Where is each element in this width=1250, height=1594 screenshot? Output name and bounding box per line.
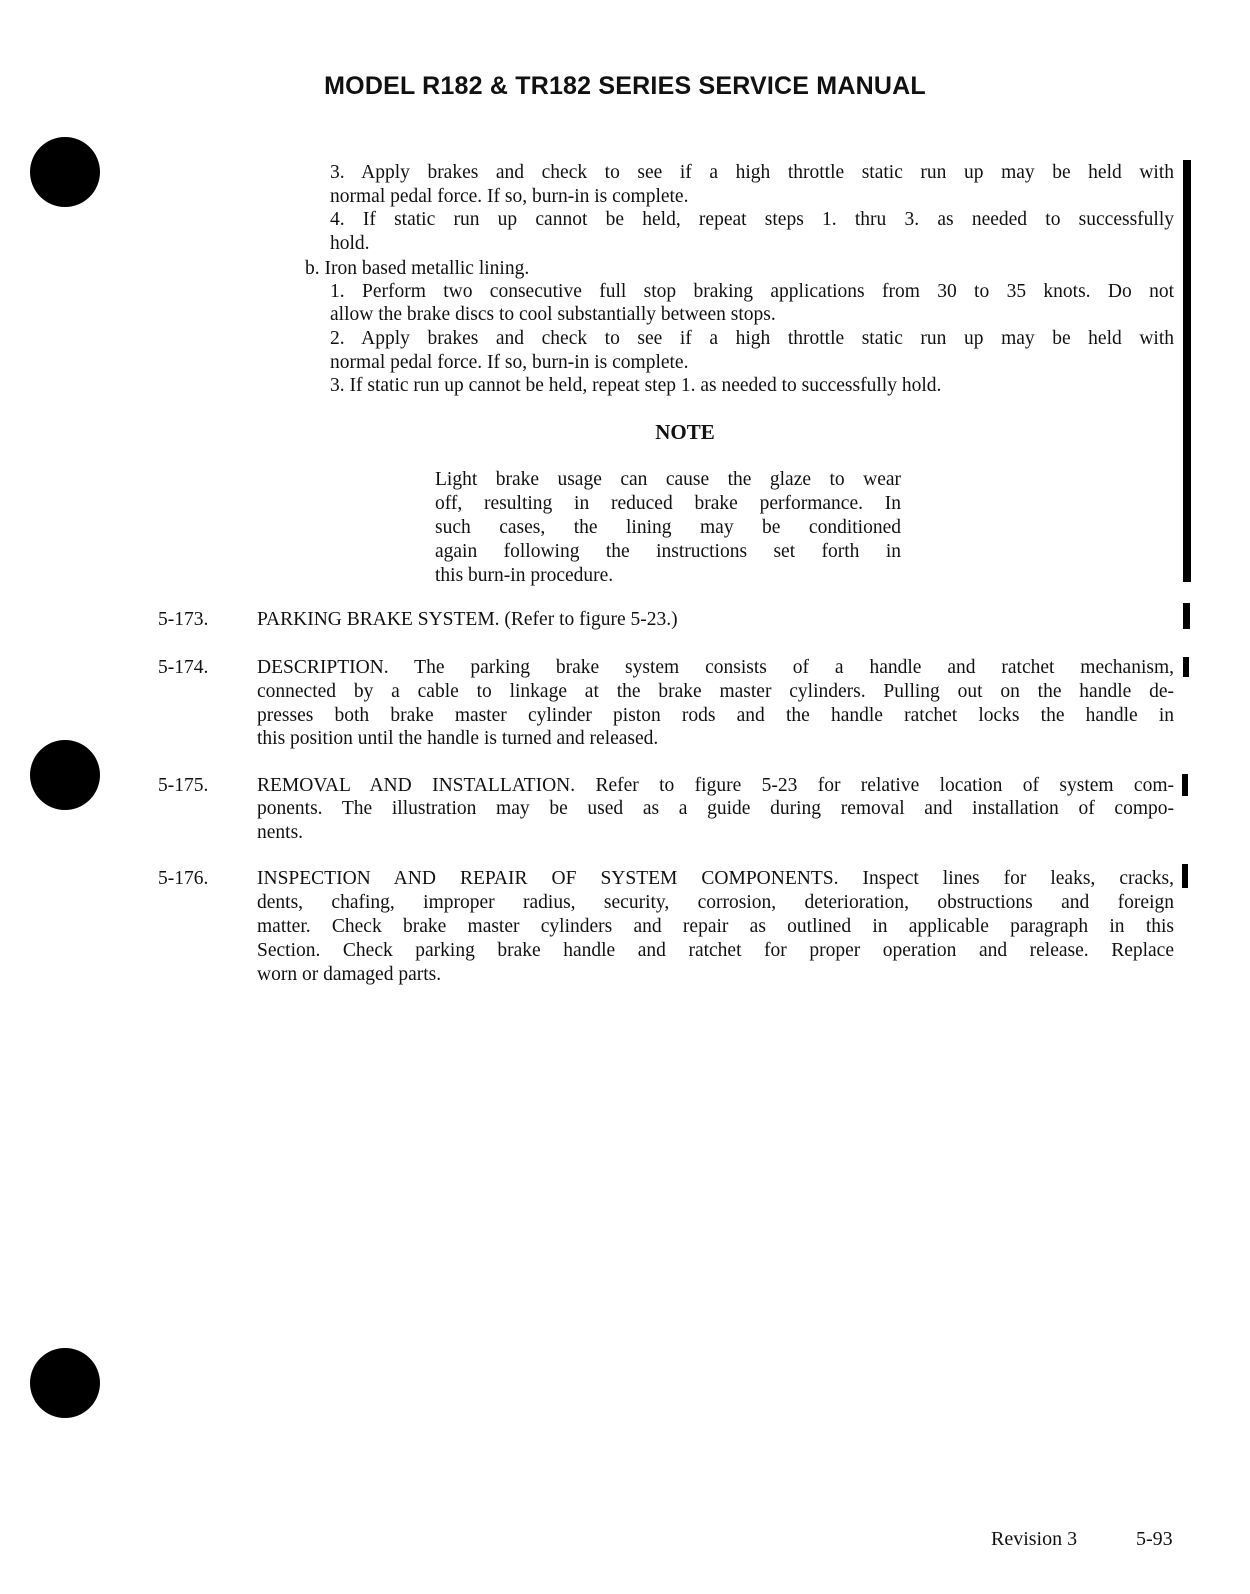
paragraph-5-176-line: worn or damaged parts. [257,964,442,985]
paragraph-5-174-line: presses both brake master cylinder piston rods and the handle ratchet locks the handle in [257,705,1174,726]
revision-change-bar [1182,864,1188,888]
iron-step-2-line-1: 2. Apply brakes and check to see if a high throttle static run up may be held with [330,328,1174,349]
paragraph-number-5-175: 5-175. [158,775,209,796]
note-line: again following the instructions set forth in [435,541,901,562]
step-4-line-1: 4. If static run up cannot be held, repeat steps 1. thru 3. as needed to successfully [330,209,1174,230]
paragraph-5-176-line: matter. Check brake master cylinders and repair as outlined in applicable paragraph in this [257,916,1174,937]
iron-step-1-line-1: 1. Perform two consecutive full stop braking applications from 30 to 35 knots. Do not [330,281,1174,302]
paragraph-5-176-line: dents, chafing, improper radius, security, corrosion, deterioration, obstructions and foreign [257,892,1174,913]
iron-step-3: 3. If static run up cannot be held, repeat step 1. as needed to successfully hold. [330,375,942,396]
page-title: MODEL R182 & TR182 SERIES SERVICE MANUAL [324,72,926,100]
note-line: such cases, the lining may be conditioned [435,517,901,538]
revision-change-bar [1183,160,1191,582]
paragraph-5-174-line: DESCRIPTION. The parking brake system consists of a handle and ratchet mechanism, [257,657,1174,678]
paragraph-number-5-176: 5-176. [158,868,209,889]
paragraph-5-176-line: Section. Check parking brake handle and ratchet for proper operation and release. Replace [257,940,1174,961]
iron-lining-heading: b. Iron based metallic lining. [305,258,530,279]
page-number: 5-93 [1136,1528,1173,1550]
paragraph-5-175-line: ponents. The illustration may be used as a guide during removal and installation of compo- [257,798,1174,819]
revision-label: Revision 3 [991,1528,1078,1550]
revision-change-bar [1183,657,1189,677]
paragraph-number-5-173: 5-173. [158,609,209,630]
revision-change-bar [1183,603,1190,629]
paragraph-5-176-line: INSPECTION AND REPAIR OF SYSTEM COMPONENTS. Inspect lines for leaks, cracks, [257,868,1174,889]
step-3-line-2: normal pedal force. If so, burn-in is complete. [330,186,689,207]
revision-change-bar [1182,774,1188,796]
paragraph-5-174-line: connected by a cable to linkage at the brake master cylinders. Pulling out on the handle de- [257,681,1174,702]
binder-hole-top [30,137,100,207]
binder-hole-bottom [30,1348,100,1418]
paragraph-5-174-line: this position until the handle is turned and released. [257,728,659,749]
step-4-line-2: hold. [330,233,370,254]
note-line: this burn-in procedure. [435,565,614,586]
paragraph-5-175-line: REMOVAL AND INSTALLATION. Refer to figure 5-23 for relative location of system com- [257,775,1174,796]
note-line: off, resulting in reduced brake performance. In [435,493,901,514]
step-3-line-1: 3. Apply brakes and check to see if a high throttle static run up may be held with [330,162,1174,183]
iron-step-1-line-2: allow the brake discs to cool substantially between stops. [330,304,776,325]
paragraph-5-175-line: nents. [257,822,304,843]
paragraph-number-5-174: 5-174. [158,657,209,678]
iron-step-2-line-2: normal pedal force. If so, burn-in is complete. [330,352,689,373]
note-line: Light brake usage can cause the glaze to wear [435,469,901,490]
binder-hole-middle [30,740,100,810]
paragraph-5-173-heading: PARKING BRAKE SYSTEM. (Refer to figure 5-23.) [257,609,678,630]
note-title: NOTE [655,420,715,444]
